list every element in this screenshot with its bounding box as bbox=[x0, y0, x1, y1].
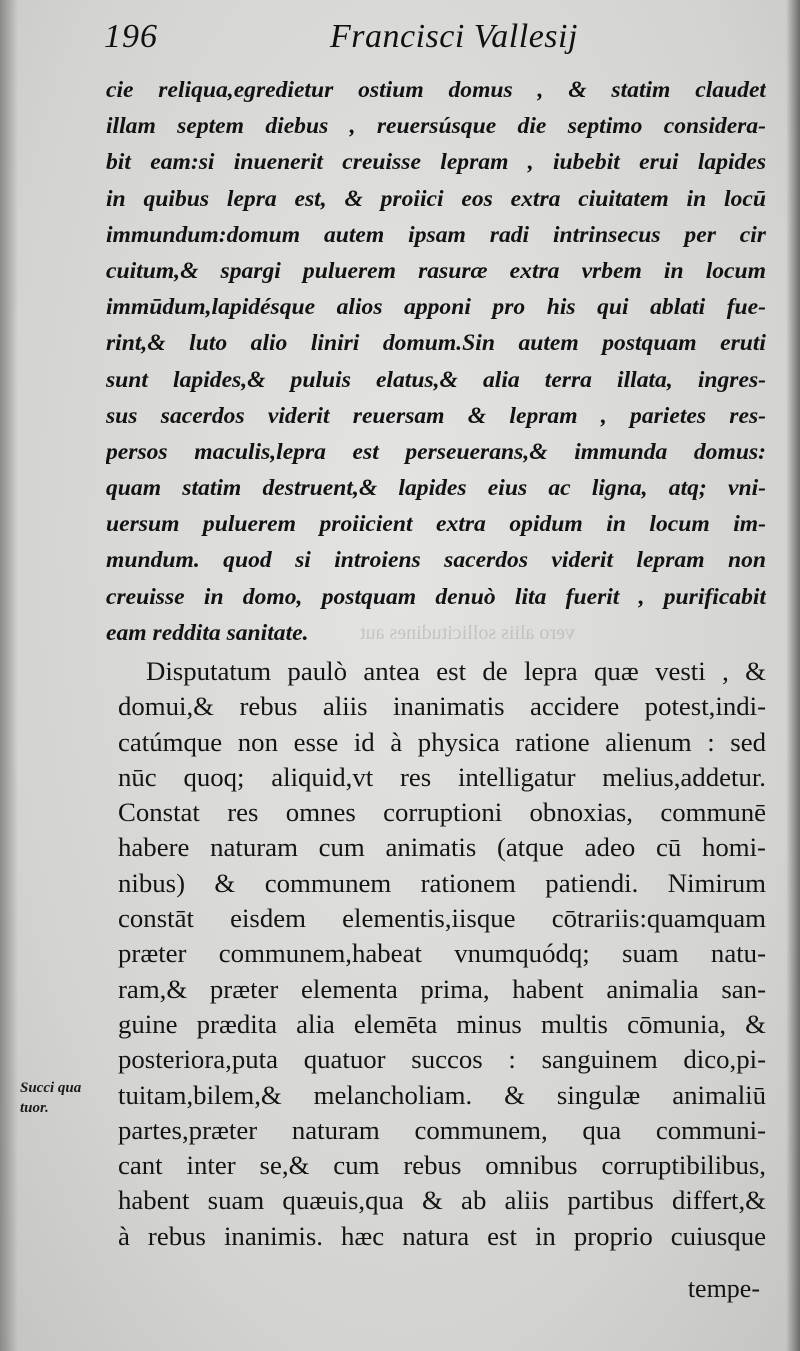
bleed-through-text: vero aliis sollicitudines aut bbox=[360, 622, 575, 644]
text-line: catúmque non esse id à physica ratione alienum : sed bbox=[118, 726, 766, 757]
text-line: eam reddita sanitate. bbox=[106, 619, 309, 646]
margin-note bbox=[20, 1078, 100, 1118]
text-line: præter communem,habeat vnumquódq; suam natu- bbox=[118, 938, 766, 969]
text-line: creuisse in domo, postquam denuò lita fuerit , purificabit bbox=[106, 583, 766, 610]
text-line: bit eam:si inuenerit creuisse lepram , iubebit erui lapides bbox=[106, 149, 766, 176]
running-head bbox=[100, 12, 700, 62]
text-line: constāt eisdem elementis,iisque cōtrariis:quamquam bbox=[118, 903, 766, 934]
text-line: domui,& rebus aliis inanimatis accidere potest,indi- bbox=[118, 691, 766, 722]
text-line: mundum. quod si introiens sacerdos viderit lepram non bbox=[106, 547, 766, 574]
text-line: cant inter se,& cum rebus omnibus corruptibilibus, bbox=[118, 1150, 766, 1181]
margin-note-line: tuor. bbox=[20, 1100, 49, 1116]
text-line: illam septem diebus , reuersúsque die septimo considera- bbox=[106, 113, 766, 140]
text-line: rint,& luto alio liniri domum.Sin autem postquam eruti bbox=[106, 330, 766, 357]
text-line: cie reliqua,egredietur ostium domus , & statim claudet bbox=[106, 77, 766, 103]
text-line: Constat res omnes corruptioni obnoxias, communē bbox=[118, 797, 766, 828]
text-line: habent suam quæuis,qua & ab aliis partibus differt,& bbox=[118, 1185, 766, 1216]
text-line: in quibus lepra est, & proiici eos extra ciuitatem in locū bbox=[106, 185, 766, 212]
text-line: Disputatum paulò antea est de lepra quæ vesti , & bbox=[146, 656, 766, 686]
text-line: ram,& præter elementa prima, habent animalia san- bbox=[118, 973, 766, 1004]
text-line: nibus) & communem rationem patiendi. Nimirum bbox=[118, 867, 766, 898]
text-line: immūdum,lapidésque alios apponi pro his qui ablati fue- bbox=[106, 294, 766, 321]
text-line: posteriora,puta quatuor succos : sanguinem dico,pi- bbox=[118, 1044, 766, 1075]
italic-quotation bbox=[106, 72, 766, 651]
catchword: tempe- bbox=[687, 1274, 760, 1303]
text-line: nūc quoq; aliquid,vt res intelligatur melius,addetur. bbox=[118, 761, 766, 792]
text-line: à rebus inanimis. hæc natura est in proprio cuiusque bbox=[118, 1220, 766, 1251]
text-line: persos maculis,lepra est perseuerans,& immunda domus: bbox=[106, 438, 766, 465]
text-line: partes,præter naturam communem, qua communi- bbox=[118, 1114, 766, 1145]
text-line: cuitum,& spargi puluerem rasuræ extra vrbem in locum bbox=[106, 257, 766, 284]
commentary-paragraph bbox=[118, 654, 766, 1254]
running-title: Francisci Vallesij bbox=[330, 18, 578, 55]
text-line: guine prædita alia elemēta minus multis cōmunia, & bbox=[118, 1008, 766, 1039]
text-line: sunt lapides,& puluis elatus,& alia terra illata, ingres- bbox=[106, 366, 766, 393]
text-line: tuitam,bilem,& melancholiam. & singulæ animaliū bbox=[118, 1079, 766, 1110]
page-number: 196 bbox=[104, 18, 158, 55]
margin-note-line: Succi qua bbox=[20, 1080, 82, 1096]
text-line: immundum:domum autem ipsam radi intrinsecus per cir bbox=[106, 221, 766, 248]
text-line: sus sacerdos viderit reuersam & lepram , parietes res- bbox=[106, 402, 766, 429]
text-line: quam statim destruent,& lapides eius ac ligna, atq; vni- bbox=[106, 475, 766, 502]
text-line: habere naturam cum animatis (atque adeo cū homi- bbox=[118, 832, 766, 863]
text-line: uersum puluerem proiicient extra opidum in locum im- bbox=[106, 511, 766, 538]
